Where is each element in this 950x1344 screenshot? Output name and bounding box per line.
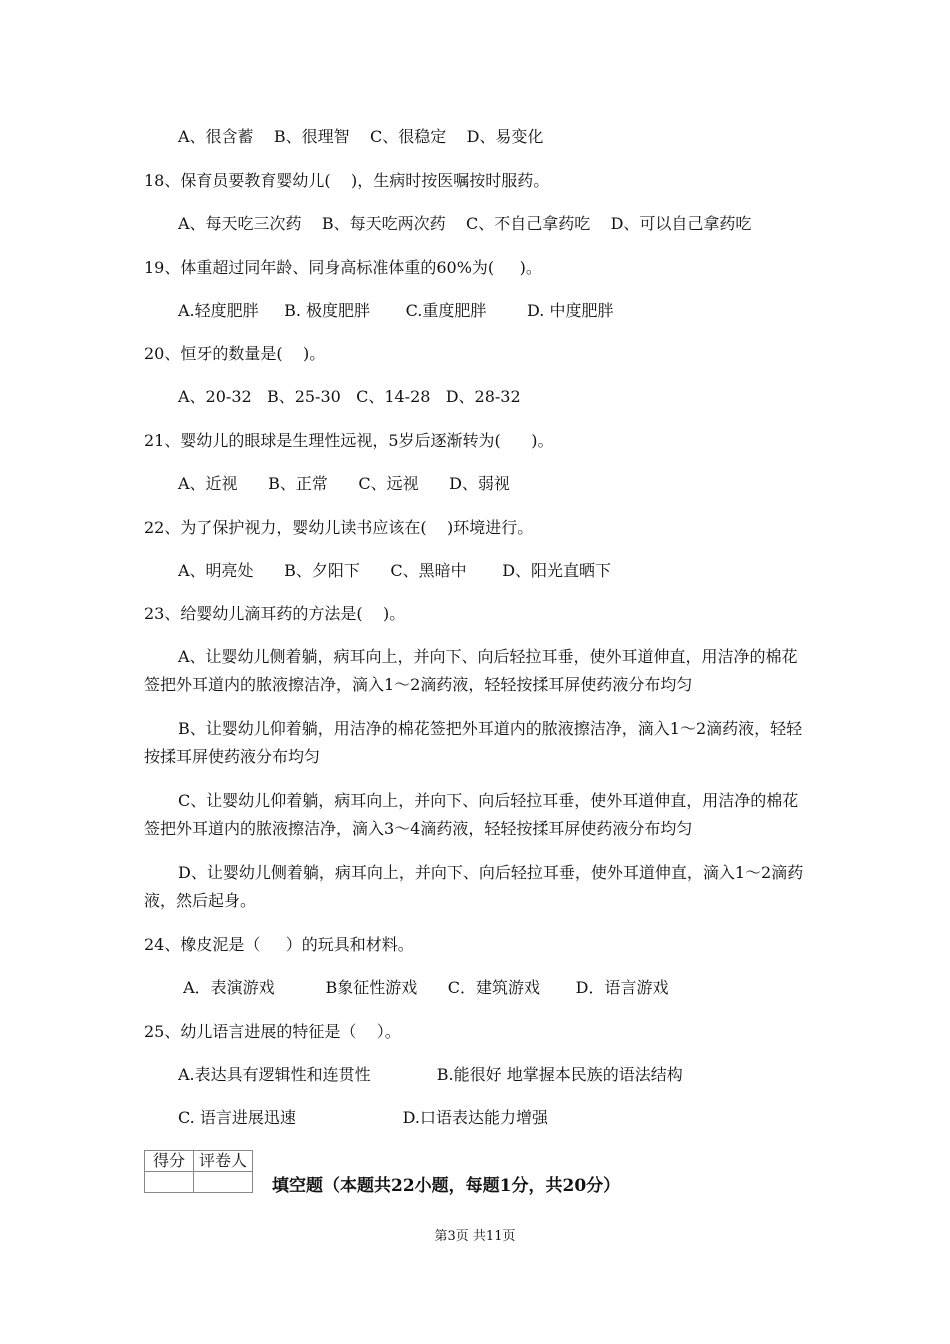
q25-options-cd: C. 语言进展迅速 D.口语表达能力增强 <box>178 1108 548 1127</box>
q23-option-c: C、让婴幼儿仰着躺，病耳向上，并向下、向后轻拉耳垂，使外耳道伸直，用洁净的棉花签把外耳道内的脓液擦洁净，滴入3～4滴药液，轻轻按揉耳屏使药液分布均匀 <box>144 791 799 838</box>
question-18: 18、保育员要教育婴幼儿( )，生病时按医嘱按时服药。 <box>144 171 550 190</box>
score-label: 得分 <box>145 1151 194 1172</box>
question-22: 22、为了保护视力，婴幼儿读书应该在( )环境进行。 <box>144 518 534 537</box>
score-cell[interactable] <box>145 1172 194 1193</box>
page-footer: 第3页 共11页 <box>434 1229 516 1244</box>
q22-options: A、明亮处 B、夕阳下 C、黑暗中 D、阳光直晒下 <box>178 561 612 580</box>
question-24: 24、橡皮泥是（ ）的玩具和材料。 <box>144 935 414 954</box>
q24-options: A．表演游戏 B象征性游戏 C．建筑游戏 D．语言游戏 <box>178 978 669 997</box>
section-title: 填空题（本题共22小题，每题1分，共20分） <box>272 1176 621 1196</box>
grader-label: 评卷人 <box>194 1151 253 1172</box>
q23-option-b: B、让婴幼儿仰着躺，用洁净的棉花签把外耳道内的脓液擦洁净，滴入1～2滴药液，轻轻按揉耳屏使药液分布均匀 <box>144 719 803 766</box>
score-table <box>144 1150 253 1193</box>
question-19: 19、体重超过同年龄、同身高标准体重的60%为( )。 <box>144 258 542 277</box>
q18-options: A、每天吃三次药 B、每天吃两次药 C、不自己拿药吃 D、可以自己拿药吃 <box>178 214 752 233</box>
grader-cell[interactable] <box>194 1172 253 1193</box>
q25-options-ab: A.表达具有逻辑性和连贯性 B.能很好 地掌握本民族的语法结构 <box>178 1065 683 1084</box>
q23-option-d: D、让婴幼儿侧着躺，病耳向上，并向下、向后轻拉耳垂，使外耳道伸直，滴入1～2滴药液，然后起身。 <box>144 863 804 910</box>
q17-options: A、很含蓄 B、很理智 C、很稳定 D、易变化 <box>178 127 544 146</box>
q21-options: A、近视 B、正常 C、远视 D、弱视 <box>178 474 510 493</box>
question-23: 23、给婴幼儿滴耳药的方法是( )。 <box>144 604 406 623</box>
q23-option-a: A、让婴幼儿侧着躺，病耳向上，并向下、向后轻拉耳垂，使外耳道伸直，用洁净的棉花签把外耳道内的脓液擦洁净，滴入1～2滴药液，轻轻按揉耳屏使药液分布均匀 <box>144 647 798 694</box>
question-20: 20、恒牙的数量是( )。 <box>144 344 326 363</box>
q19-options: A.轻度肥胖 B. 极度肥胖 C.重度肥胖 D. 中度肥胖 <box>178 301 614 320</box>
q20-options: A、20-32 B、25-30 C、14-28 D、28-32 <box>178 387 521 406</box>
question-25: 25、幼儿语言进展的特征是（ ）。 <box>144 1022 401 1041</box>
question-21: 21、婴幼儿的眼球是生理性远视，5岁后逐渐转为( )。 <box>144 431 554 450</box>
